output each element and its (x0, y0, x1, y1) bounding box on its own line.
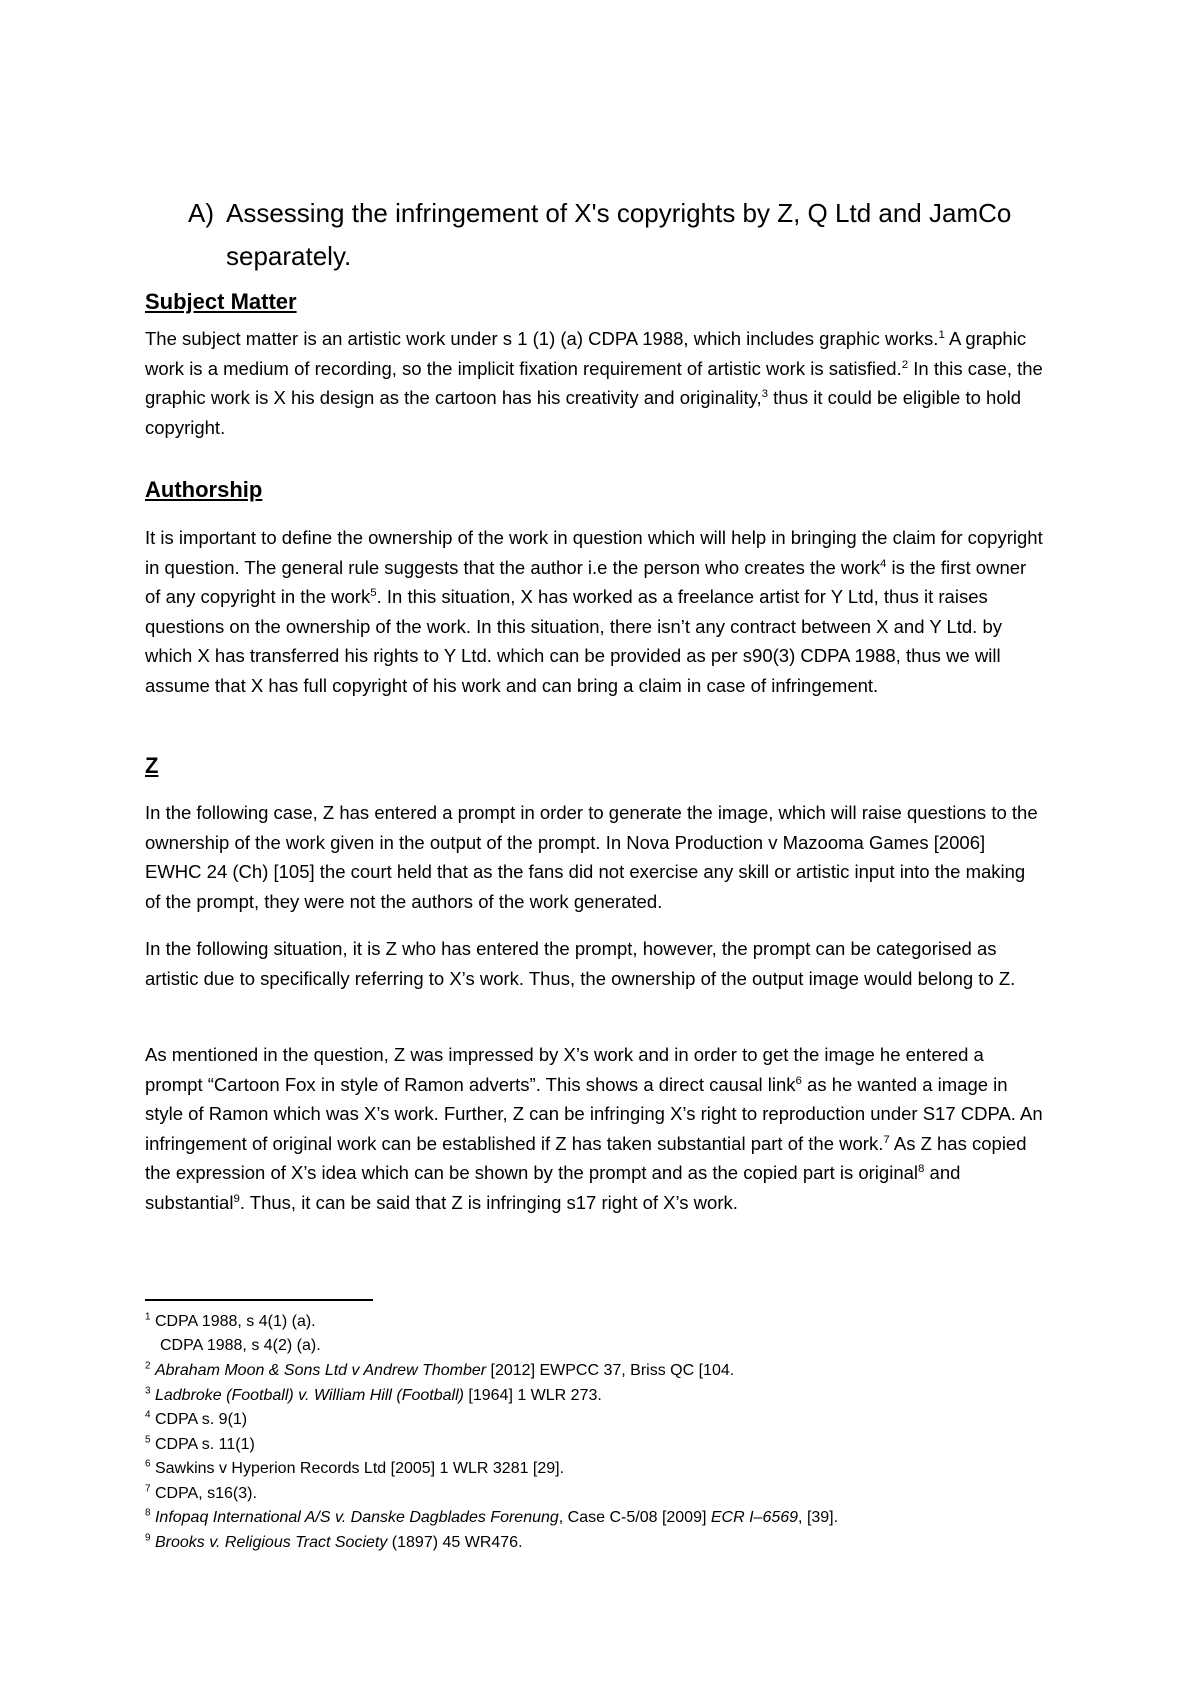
heading-line-2: separately. (226, 241, 352, 271)
footnote-5: $^5$ CDPA s. 11(1) (145, 1434, 255, 1453)
z-heading: Z (145, 753, 159, 778)
section-heading-a (188, 192, 1048, 278)
footnote-ref: 1 (938, 328, 945, 341)
footnote-7: $^7$ CDPA, s16(3). (145, 1483, 257, 1502)
footnote-ref: 9 (233, 1192, 240, 1205)
footnote-ref: 7 (883, 1133, 890, 1146)
footnote-ref: 2 (901, 358, 909, 371)
authorship-heading: Authorship (145, 477, 263, 502)
z-paragraph-3: As mentioned in the question, Z was impressed by X’s work and in order to get the image he entered a prompt “Cartoon Fox in style of Ramon adverts”. This shows a direct causal link$^6$ as he wanted a image in style of Ramon which was X’s work. Further, Z can be infringing X’s right to reproduction under S17 CDPA. An infringement of original work can be established if Z has taken substantial part of the work.$^7$ As Z has copied the expression of X’s idea which can be shown by the prompt and as the copied part is original$^8$ and substantial$^9$. Thus, it can be said that Z is infringing s17 right of X’s work. (145, 1044, 1043, 1213)
subject-matter-paragraph: The subject matter is an artistic work under s 1 (1) (a) CDPA 1988, which includes graphic works.$^1$ A graphic work is a medium of recording, so the implicit fixation requirement of artistic work is satisfied.$^2$ In this case, the graphic work is X his design as the cartoon has his creativity and originality,$^3$ thus it could be eligible to hold copyright. (145, 328, 1043, 438)
footnote-6: $^6$ Sawkins v Hyperion Records Ltd [2005] 1 WLR 3281 [29]. (145, 1458, 565, 1477)
authorship-paragraph: It is important to define the ownership of the work in question which will help in bringing the claim for copyright in question. The general rule suggests that the author i.e the person who creates the work$^4$ is the first owner of any copyright in the work$^5$. In this situation, X has worked as a freelance artist for Y Ltd, thus it raises questions on the ownership of the work. In this situation, there isn’t any contract between X and Y Ltd. by which X has transferred his rights to Y Ltd. which can be provided as per s90(3) CDPA 1988, thus we will assume that X has full copyright of his work and can bring a claim in case of infringement. (145, 527, 1043, 696)
footnote-2: $^2$ Abraham Moon & Sons Ltd v Andrew Thomber [2012] EWPCC 37, Briss QC [104. (145, 1360, 735, 1379)
heading-line-1: Assessing the infringement of X's copyrights by Z, Q Ltd and JamCo (226, 198, 1012, 228)
footnote-ref: 3 (761, 387, 769, 400)
footnote-3: $^3$ Ladbroke (Football) v. William Hill (Football) [1964] 1 WLR 273. (145, 1385, 602, 1404)
footnote-4: $^4$ CDPA s. 9(1) (145, 1409, 248, 1428)
list-marker: A) (188, 198, 214, 228)
z-paragraph-2: In the following situation, it is Z who has entered the prompt, however, the prompt can be categorised as artistic due to specifically referring to X’s work. Thus, the ownership of the output image would belong to Z. (145, 938, 1016, 989)
footnote-9: $^9$ Brooks v. Religious Tract Society (1897) 45 WR476. (145, 1532, 523, 1551)
footnote-separator (145, 1299, 373, 1301)
footnote-ref: 4 (879, 557, 887, 570)
footnote-ref: 5 (370, 586, 377, 599)
subject-matter-heading: Subject Matter (145, 289, 297, 314)
z-paragraph-1: In the following case, Z has entered a prompt in order to generate the image, which will raise questions to the ownership of the work given in the output of the prompt. In Nova Production v Mazooma Games [2006] EWHC 24 (Ch) [105] the court held that as the fans did not exercise any skill or artistic input into the making of the prompt, they were not the authors of the work generated. (145, 802, 1038, 912)
footnote-1b: CDPA 1988, s 4(2) (a). (160, 1337, 321, 1354)
footnote-ref: 6 (795, 1074, 802, 1087)
footnote-ref: 8 (918, 1162, 925, 1175)
footnote-1: $^1$ CDPA 1988, s 4(1) (a). (145, 1311, 316, 1330)
footnote-8: $^8$ Infopaq International A/S v. Danske Dagblades Forenung, Case C-5/08 [2009] ECR I–6569, [39]. (145, 1507, 839, 1526)
